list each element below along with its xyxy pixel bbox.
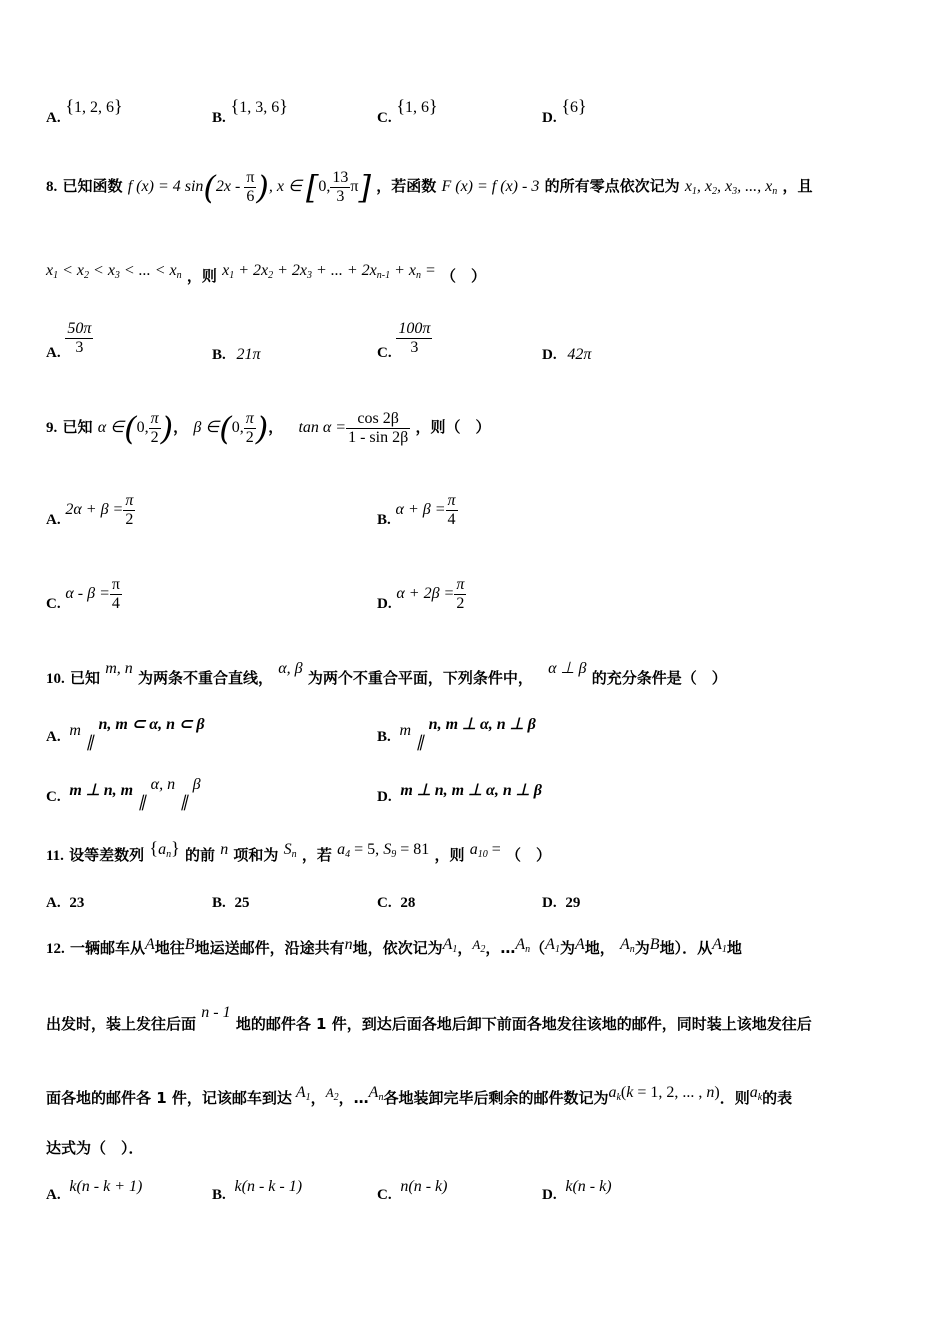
stem-text: （: [530, 939, 546, 957]
ordering-inequality: $x_1 < x_2 < x_3$ < ... < $x_n$: [46, 262, 182, 281]
option-label: B.: [212, 347, 226, 363]
stem-text: 地: [726, 939, 742, 957]
point-A2: $A_2$: [325, 1085, 339, 1103]
ak: $a_k$: [749, 1084, 763, 1103]
stem-text: 的所有零点依次记为: [544, 177, 680, 195]
parallel-symbol: ∥: [137, 794, 146, 811]
q12-stem-line4: [46, 1138, 144, 1158]
alpha-range: α ∈(0, $\frac{\pi}{2}$ ): [97, 409, 174, 448]
stem-text: ．则: [719, 1089, 750, 1107]
option-label: C.: [377, 110, 392, 126]
q11-option-d: [542, 892, 580, 913]
option-value: 23: [69, 895, 85, 911]
q11-option-b: [212, 892, 250, 913]
q9-option-b: [377, 492, 458, 529]
option-value: α + 2β = $\frac{\pi}{2}$: [396, 576, 465, 612]
option-value: k(n - k): [565, 1178, 612, 1195]
option-value: n, m ⊥ α, n ⊥ β: [428, 716, 536, 733]
point-A1: $A_1$: [295, 1084, 311, 1103]
stem-text: ，若函数: [376, 177, 437, 195]
point-An: $A_n$: [368, 1084, 384, 1103]
option-value: m: [69, 722, 81, 739]
q8-option-a: [46, 320, 93, 361]
option-value: n, m ⊂ α, n ⊂ β: [98, 716, 205, 733]
stem-text: 的充分条件是（ ）: [591, 669, 727, 687]
parallel-symbol: ∥: [179, 794, 188, 811]
option-value: $\frac{100\pi}{3}$: [398, 320, 431, 356]
stem-text: ，则: [186, 267, 217, 285]
option-value: k(n - k + 1): [69, 1178, 143, 1195]
q12-stem-line2: [46, 1004, 812, 1035]
stem-text: 项和为: [233, 846, 279, 864]
lines-mn: m, n: [105, 660, 133, 677]
q12-stem-line1: [46, 938, 742, 964]
option-label: B.: [212, 895, 226, 911]
option-label: B.: [377, 729, 391, 745]
question-number: 10.: [46, 671, 65, 687]
stem-text: 的前: [184, 846, 215, 864]
point-A: A: [145, 936, 155, 953]
stem-text: ，…: [338, 1089, 369, 1107]
q8-stem-line2: [46, 262, 487, 292]
stem-text: 地，依次记为: [352, 939, 443, 957]
option-label: D.: [377, 596, 392, 613]
stem-text: 出发时，装上发往后面: [46, 1015, 197, 1033]
q9-option-a: [46, 492, 135, 529]
option-value: 42π: [567, 346, 592, 363]
q10-option-c: [46, 776, 201, 811]
q8-option-d: [542, 344, 591, 365]
stem-text: 为两个不重合平面，下列条件中，: [307, 669, 533, 687]
stem-text: ，: [310, 1089, 326, 1107]
q8-option-c: [377, 320, 432, 361]
option-label: D.: [542, 347, 557, 363]
option-value: 29: [565, 895, 581, 911]
option-label: A.: [46, 1187, 61, 1203]
zeros-list: $x_1$, $x_2$, $x_3$, ..., $x_n$: [684, 178, 778, 197]
question-number: 9.: [46, 420, 58, 436]
q11-option-c: [377, 892, 415, 913]
expression-n-1: n - 1: [201, 1004, 231, 1021]
q12-stem-line3: [46, 1084, 793, 1114]
option-value: m: [399, 722, 412, 739]
condition: $a_4 = 5$, $S_9 = 81$: [337, 841, 430, 860]
option-label: A.: [46, 895, 61, 911]
stem-text: 达式为（ ）．: [46, 1139, 144, 1157]
stem-text: ，则: [434, 846, 465, 864]
function-definition: f (x) = 4 sin(2x - $\frac{\pi}{6}$ ), x ∈ [0, $\frac{13}{3}$ π]: [127, 168, 371, 207]
q9-option-d: [377, 576, 466, 613]
target-a10: $a_{10}$ =: [469, 841, 501, 860]
q8-option-b: [212, 344, 261, 365]
point-An: $A_n$: [620, 936, 635, 955]
stem-text: 已知: [69, 669, 100, 687]
stem-text: 地）．从: [659, 939, 713, 957]
sum-expression: $x_1 + 2x_2 + 2x_3$ + ... + $2x_{n-1} + x_n$ =: [222, 262, 436, 281]
stem-text: 的表: [762, 1089, 793, 1107]
stem-text: 地的邮件各 1 件，到达后面各地后卸下前面各地发往该地的邮件，同时装上该地发往后: [235, 1015, 812, 1033]
q9-option-c: [46, 576, 122, 613]
option-label: B.: [377, 512, 391, 529]
stem-text: ，且: [782, 177, 813, 195]
stem-text: 各地装卸完毕后剩余的邮件数记为: [383, 1089, 609, 1107]
option-label: D.: [377, 789, 392, 805]
perp-condition: α ⊥ β: [548, 660, 587, 677]
option-label: C.: [46, 596, 61, 613]
q9-stem: [46, 408, 490, 447]
option-value: 21π: [236, 346, 261, 363]
q12-option-b: [212, 1178, 303, 1205]
stem-text: ，…: [485, 939, 516, 957]
option-label: C.: [46, 789, 61, 805]
option-value: {1, 2, 6}: [65, 96, 123, 116]
stem-text: ，若: [301, 846, 332, 864]
ak-definition: $a_k(k = 1$, 2, ... , n): [608, 1084, 720, 1103]
option-value: m ⊥ n, m ⊥ α, n ⊥ β: [400, 782, 542, 799]
q12-option-a: [46, 1178, 143, 1205]
variable-n: n: [220, 841, 229, 858]
q12-option-c: [377, 1178, 448, 1205]
q12-option-d: [542, 1178, 612, 1205]
stem-text: 面各地的邮件各 1 件，记该邮车到达: [46, 1089, 292, 1107]
question-number: 8.: [46, 179, 58, 195]
stem-text: ，: [173, 418, 189, 436]
function-F: F (x) = f (x) - 3: [441, 178, 540, 195]
option-value: {6}: [561, 96, 587, 116]
option-label: A.: [46, 344, 61, 361]
question-number: 12.: [46, 941, 65, 957]
stem-text: 地，: [584, 939, 615, 957]
option-label: A.: [46, 729, 61, 745]
option-value: m ⊥ n, m: [69, 782, 134, 799]
point-B: B: [184, 936, 195, 953]
option-value: α - β = $\frac{\pi}{4}$: [65, 576, 120, 612]
beta-range: β ∈(0, $\frac{\pi}{2}$ ): [193, 409, 269, 448]
option-value: $\frac{50\pi}{3}$: [67, 320, 92, 356]
parallel-symbol: ∥: [85, 734, 94, 751]
planes-ab: α, β: [278, 660, 303, 677]
stem-text: 已知函数: [62, 177, 123, 195]
q7-option-c: [377, 96, 438, 128]
option-value: α, n: [150, 776, 176, 793]
q10-stem: [46, 660, 727, 689]
point-A2: $A_2$: [472, 937, 486, 955]
stem-text: ，: [268, 418, 284, 436]
option-label: A.: [46, 512, 61, 529]
q7-option-b: [212, 96, 288, 128]
point-B: B: [649, 936, 660, 953]
option-label: B.: [212, 110, 226, 126]
sum-Sn: $S_n$: [283, 841, 297, 860]
option-value: {1, 6}: [396, 96, 438, 116]
tan-equation: tan α = $\frac{\cos 2\beta}{1 - \sin 2\beta}$: [298, 409, 409, 446]
question-number: 11.: [46, 848, 64, 864]
option-value: k(n - k - 1): [234, 1178, 303, 1195]
option-value: β: [192, 776, 201, 793]
q7-option-a: [46, 96, 123, 128]
option-value: 25: [234, 895, 250, 911]
option-label: C.: [377, 895, 392, 911]
q10-option-a: [46, 716, 205, 751]
option-value: 2α + β = $\frac{\pi}{2}$: [65, 492, 134, 528]
option-value: 28: [400, 895, 416, 911]
q7-option-d: [542, 96, 587, 128]
stem-text: 为: [634, 939, 650, 957]
option-label: C.: [377, 1187, 392, 1203]
option-label: D.: [542, 1187, 557, 1203]
answer-paren: （ ）: [441, 267, 487, 285]
q10-option-b: [377, 716, 536, 751]
stem-text: 一辆邮车从: [69, 939, 145, 957]
answer-paren: （ ）: [505, 846, 551, 864]
q8-stem-line1: [46, 168, 813, 210]
point-A1: $A_1$: [442, 936, 458, 955]
option-label: A.: [46, 110, 61, 126]
q11-stem: [46, 838, 551, 871]
stem-text: 设等差数列: [69, 846, 145, 864]
stem-text: 为两条不重合直线，: [138, 669, 274, 687]
parallel-symbol: ∥: [415, 734, 424, 751]
q11-option-a: [46, 892, 84, 913]
stem-text: 已知: [62, 418, 93, 436]
q10-option-d: [377, 782, 542, 807]
point-An: $A_n$: [515, 936, 531, 955]
stem-text: 为: [559, 939, 575, 957]
stem-text: 地往: [154, 939, 185, 957]
option-value: n(n - k): [400, 1178, 448, 1195]
option-label: C.: [377, 344, 392, 361]
option-value: α + β = $\frac{\pi}{4}$: [395, 492, 456, 528]
sequence-an: $\{a_n\}$: [149, 838, 180, 860]
stem-text: ，: [457, 939, 473, 957]
point-A1: $A_1$: [712, 936, 727, 955]
stem-text: 地运送邮件，沿途共有: [194, 939, 345, 957]
option-label: D.: [542, 895, 557, 911]
point-A1: $A_1$: [545, 936, 560, 955]
variable-n: n: [344, 936, 353, 953]
option-label: D.: [542, 110, 557, 126]
option-value: {1, 3, 6}: [230, 96, 288, 116]
option-label: B.: [212, 1187, 226, 1203]
stem-text: ，则（ ）: [415, 418, 491, 436]
point-A: A: [574, 936, 585, 953]
